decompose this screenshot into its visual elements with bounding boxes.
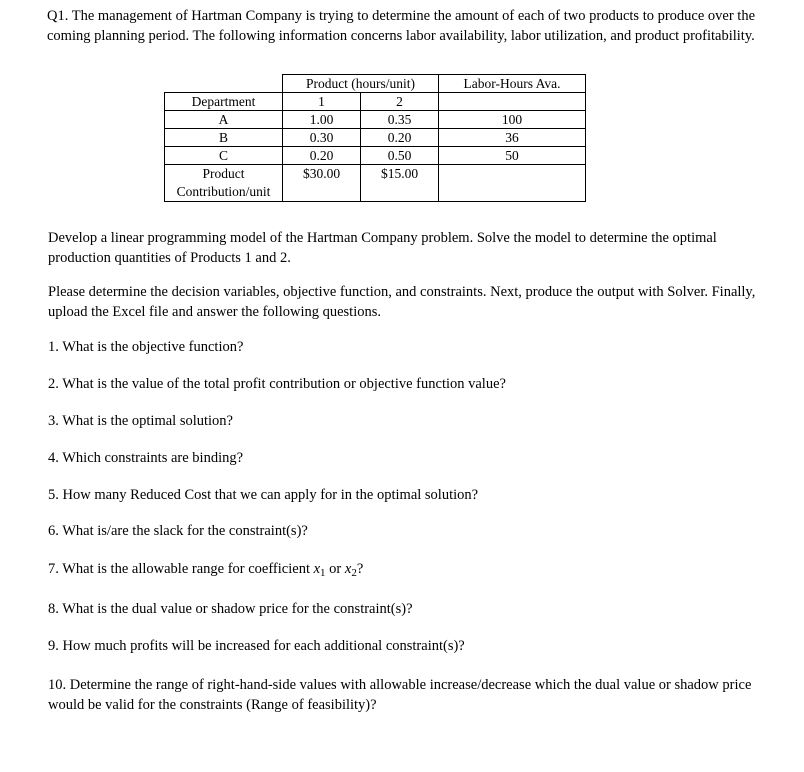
develop-paragraph: Develop a linear programming model of the Hartman Company problem. Solve the model to determine the optimal production quantities of Products 1 and 2. — [48, 230, 717, 266]
question-5: 5. How many Reduced Cost that we can apply for in the optimal solution? — [48, 487, 479, 503]
table-row — [165, 93, 586, 111]
question-6: 6. What is/are the slack for the constraint(s)? — [48, 523, 308, 539]
dept-cell: C — [165, 147, 283, 165]
question-3: 3. What is the optimal solution? — [48, 413, 233, 429]
p1-cell: 0.20 — [283, 147, 361, 165]
hours-cell: 50 — [439, 147, 586, 165]
contribution-label: Product Contribution/unit — [165, 165, 283, 202]
table-row — [165, 147, 586, 165]
p1-cell: 0.30 — [283, 129, 361, 147]
contribution-p1: $30.00 — [283, 165, 361, 202]
p2-cell: 0.35 — [361, 111, 439, 129]
question-9: 9. How much profits will be increased for each additional constraint(s)? — [48, 638, 465, 654]
question-10: 10. Determine the range of right-hand-side values with allowable increase/decrease which the dual value or shadow price would be valid for the constraints (Range of feasibility)? — [48, 677, 752, 713]
hours-cell: 36 — [439, 129, 586, 147]
labor-data-table — [164, 74, 586, 202]
question-4: 4. Which constraints are binding? — [48, 450, 244, 466]
table-row — [165, 129, 586, 147]
p1-cell: 1.00 — [283, 111, 361, 129]
p2-cell: 0.50 — [361, 147, 439, 165]
question-2: 2. What is the value of the total profit contribution or objective function value? — [48, 376, 506, 392]
instructions-paragraph: Please determine the decision variables, objective function, and constraints. Next, produce the output with Solver. Finally, upload the Excel file and answer the following questions. — [48, 284, 756, 320]
header-labor-hours: Labor-Hours Ava. — [439, 75, 586, 93]
question-1: 1. What is the objective function? — [48, 339, 244, 355]
intro-paragraph: Q1. The management of Hartman Company is trying to determine the amount of each of two products to produce over the coming planning period. The following information concerns labor availability, labor utilization, and product profitability. — [47, 8, 756, 44]
header-product-1: 1 — [283, 93, 361, 111]
hours-cell: 100 — [439, 111, 586, 129]
question-7: 7. What is the allowable range for coefficient $x_1$ or $x_2$? — [48, 561, 364, 579]
table-row-contribution — [165, 165, 586, 202]
dept-cell: B — [165, 129, 283, 147]
table-row — [165, 111, 586, 129]
contribution-p2: $15.00 — [361, 165, 439, 202]
p2-cell: 0.20 — [361, 129, 439, 147]
header-department: Department — [165, 93, 283, 111]
header-product-2: 2 — [361, 93, 439, 111]
dept-cell: A — [165, 111, 283, 129]
header-product: Product (hours/unit) — [283, 75, 439, 93]
table-header-row — [165, 75, 586, 93]
question-8: 8. What is the dual value or shadow price for the constraint(s)? — [48, 601, 413, 617]
